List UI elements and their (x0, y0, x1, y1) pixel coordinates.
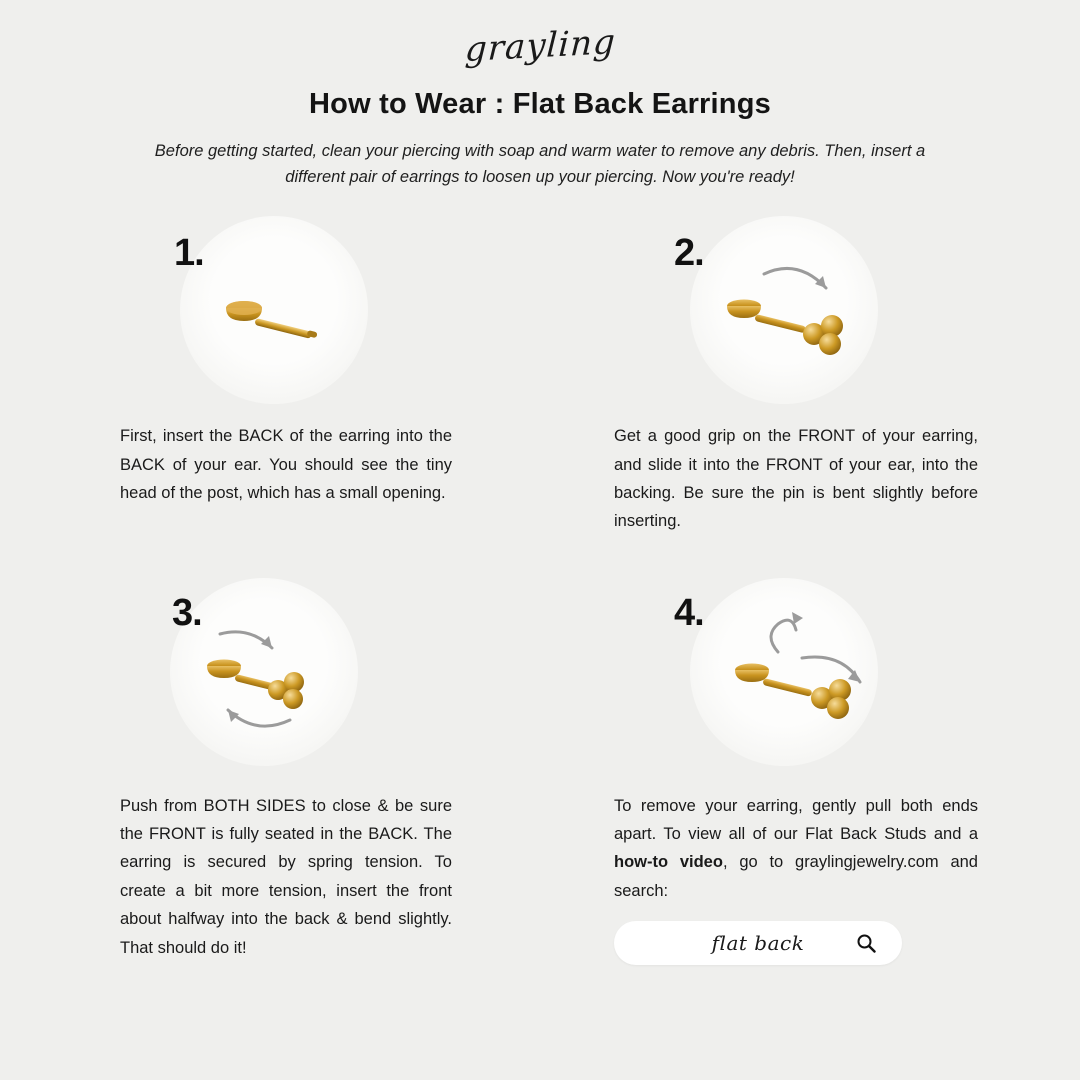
step-number: 3. (172, 591, 202, 634)
step-number: 1. (174, 232, 204, 275)
step-item (0, 210, 540, 536)
step-caption-emphasis: how-to video (614, 853, 723, 872)
post-with-front-stud-icon (706, 232, 896, 407)
page-title: How to Wear : Flat Back Earrings (309, 88, 771, 120)
step-number: 2. (674, 232, 704, 275)
step-3-illustration-area (0, 572, 540, 792)
step-caption (614, 792, 978, 906)
flat-back-post-icon (196, 232, 366, 407)
step-caption: Push from BOTH SIDES to close & be sure the FRONT is fully seated in the BACK. The earring is secured by spring tension. To create a bit more tension, insert the front about halfway into the back & bend slightly. That should do it! (120, 796, 452, 957)
steps-grid (0, 210, 1080, 965)
search-input-value: flat back (711, 931, 805, 956)
step-4-illustration-area (540, 572, 1080, 792)
step-caption: First, insert the BACK of the earring into the BACK of your ear. You should see the tiny head of the post, which has a small opening. (120, 427, 452, 502)
step-number: 4. (674, 591, 704, 634)
push-both-sides-icon (186, 592, 376, 767)
search-icon[interactable] (856, 933, 876, 953)
step-item (540, 572, 1080, 966)
pull-apart-icon (706, 586, 906, 771)
step-caption-part2: , go to graylingjewelry.com and search: (614, 853, 978, 900)
step-caption-part1: To remove your earring, gently pull both ends apart. To view all of our Flat Back Studs and a (614, 796, 978, 843)
step-2-illustration-area (540, 210, 1080, 422)
step-item (540, 210, 1080, 536)
step-caption: Get a good grip on the FRONT of your earring, and slide it into the FRONT of your ear, into the backing. Be sure the pin is bent slightly before inserting. (614, 427, 978, 531)
step-1-illustration-area (0, 210, 540, 422)
intro-text: Before getting started, clean your piercing with soap and warm water to remove any debris. Then, insert a different pair of earrings to loosen up your piercing. Now you're ready! (154, 142, 926, 186)
search-input[interactable] (614, 921, 902, 965)
step-item (0, 572, 540, 966)
brand-logo (0, 0, 1080, 71)
brand-name: grayling (463, 21, 617, 71)
